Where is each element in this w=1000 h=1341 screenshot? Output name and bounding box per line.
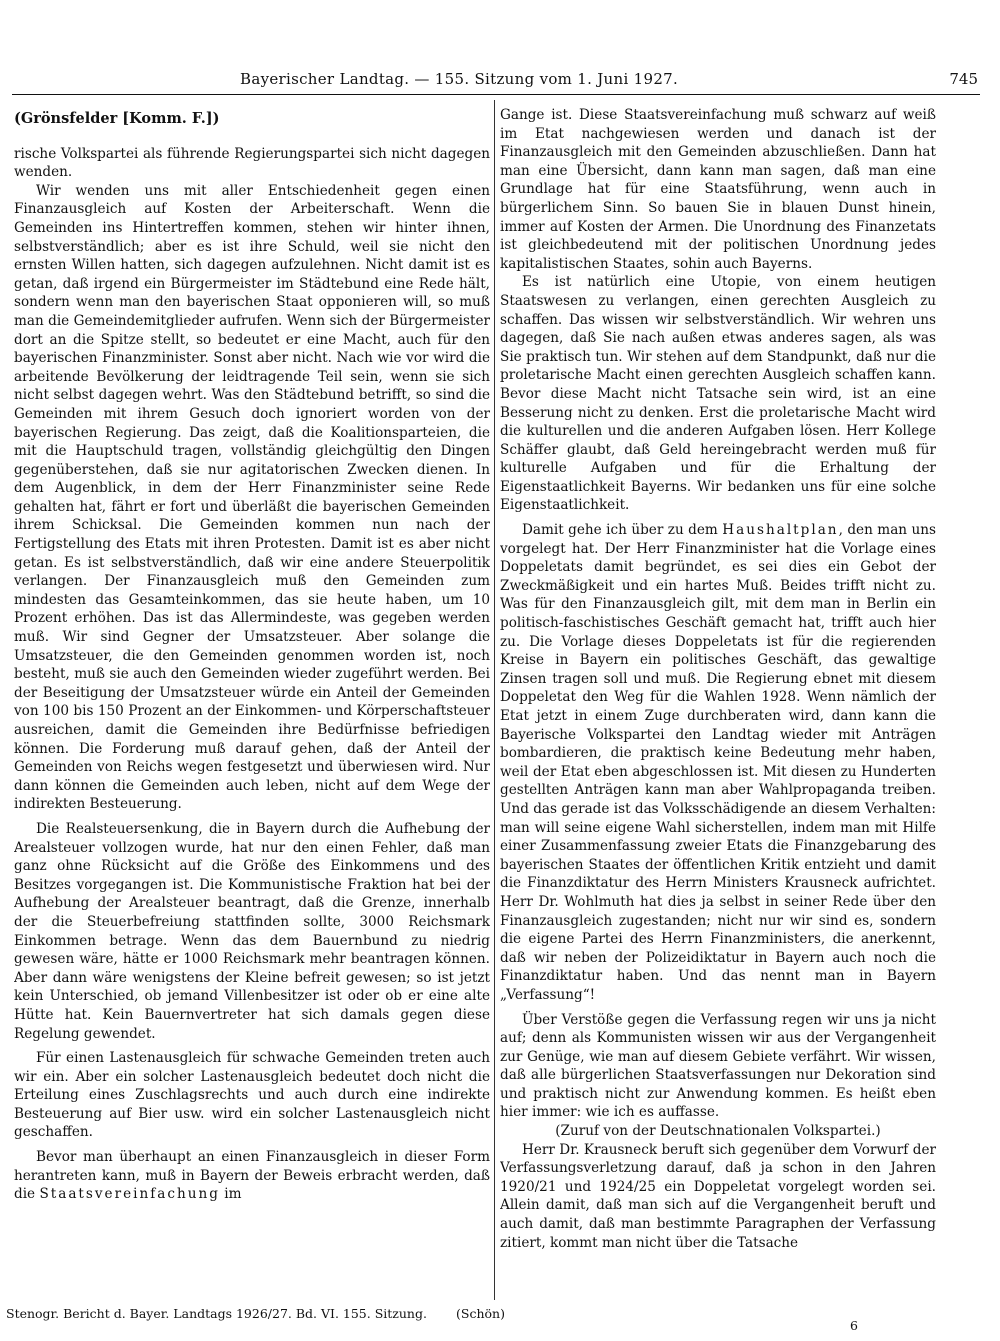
author-mark: (Schön) — [456, 1306, 505, 1321]
speaker-name: (Grönsfelder [Komm. F.]) — [14, 110, 220, 127]
paragraph: Wir wenden uns mit aller Entschiedenheit gegen einen Finanzausgleich auf Kosten der Arbeiterschaft. Wenn die Gemeinden ins Hintertreffen kommen, stehen wir hinter ihnen, selbstverständlich; aber es ist ihre Schuld, weil sie nicht den ernsten Willen hatten, sich dagegen aufzulehnen. Nicht damit ist es getan, daß irgend ein Bürgermeister im Städtebund eine Rede hält, sondern wenn man den bayerischen Staat opponieren will, so muß man die Gemeindemitglieder aufrufen. Wenn sich der Bürgermeister dort an die Spitze stellt, so bedeutet er eine Macht, auch für den bayerischen Finanzminister. Sonst aber nicht. Nach wie vor wird die arbeitende Bevölkerung der leidtragende Teil sein, wenn sie sich nicht selbst dagegen wehrt. Was den Städtebund betrifft, so sind die Gemeinden mit ihrem Gesuch doch ignoriert worden von der bayerischen Regierung. Das zeigt, daß die Koalitionsparteien, die mit die Hauptschuld tragen, vollständig gleichgültig den Dingen gegenüberstehen, daß sie nur agitatorischen Zwecken dienen. In dem Augenblick, in dem der Herr Finanzminister seine Rede gehalten hat, fährt er fort und überläßt die bayerischen Gemeinden ihrem Schicksal. Die Gemeinden kommen nun nach der Fertigstellung des Etats mit ihren Protesten. Damit ist es aber nicht getan. Es ist selbstverständlich, daß wir eine andere Steuerpolitik verlangen. Der Finanzausgleich muß den Gemeinden zum mindesten das Gesamteinkommen, das sie heute haben, um 10 Prozent erhöhen. Das ist das Allermindeste, was gegeben werden muß. Wir sind Gegner der Umsatzsteuer. Aber solange die Umsatzsteuer, die den Gemeinden genommen worden ist, noch besteht, muß sie auch den Gemeinden wieder zugeführt werden. Bei der Beseitigung der Umsatzsteuer würde ein Anteil der Gemeinden von 100 bis 150 Prozent an der Einkommen- und Körperschaftsteuer ausreichen, damit die Gemeinden ihre Bedürfnisse befriedigen können. Die Forderung muß darauf gehen, daß der Anteil der Gemeinden von Reichs wegen festgesetzt und überwiesen wird. Nur dann können die Gemeinden auch leben, nicht auf dem Wege der indirekten Besteuerung. — [14, 182, 490, 813]
text-run: Damit gehe ich über zu dem — [522, 522, 718, 539]
text-run: im — [224, 1186, 242, 1203]
header-rule — [12, 94, 980, 95]
column-divider — [494, 100, 495, 1300]
paragraph: Es ist natürlich eine Utopie, von einem heutigen Staatswesen zu verlangen, einen gerechten Ausgleich zu schaffen. Das wissen wir selbstverständlich. Wir wehren uns dagegen, daß Sie nach außen etwas anderes sagen, als was Sie praktisch tun. Wir stehen auf dem Standpunkt, daß nur die proletarische Macht einen gerechten Ausgleich schaffen kann. Bevor diese Macht nicht Tatsache sein wird, ist an eine Besserung nicht zu denken. Erst die proletarische Macht wird die kulturellen und die anderen Aufgaben lösen. Herr Kollege Schäffer glaubt, daß Geld hereingebracht werden muß für kulturelle Aufgaben und für die Erhaltung der Eigenstaatlichkeit Bayerns. Wir bedanken uns für eine solche Eigenstaatlichkeit. — [500, 274, 936, 514]
signature-mark: 6 — [850, 1318, 858, 1333]
paragraph: Gange ist. Diese Staatsvereinfachung muß schwarz auf weiß im Etat nachgewiesen werden und danach ist der Finanzausgleich mit den Gemeinden abzuschließen. Dann hat man eine Übersicht, dann kann man sagen, daß man eine Grundlage hat für eine Staatsführung, wenn auch in bürgerlichem Sinn. So bauen Sie in blauen Dunst hinein, immer auf Kosten der Armen. Die Unordnung des Finanzetats ist gleichbedeutend mit der politischen Unordnung jedes kapitalistischen Staates, sohin auch Bayerns. — [500, 107, 936, 272]
page-footer — [6, 1306, 986, 1333]
page-header — [0, 70, 1000, 96]
text-run: Bevor man überhaupt an einen Finanzausgleich in dieser Form herantreten kann, muß in Bayern der Beweis erbracht werden, daß die — [14, 1149, 490, 1203]
paragraph — [500, 521, 936, 1004]
spaced-term: Staatsvereinfachung — [39, 1186, 220, 1203]
right-column — [500, 106, 936, 1291]
interjection: (Zuruf von der Deutschnationalen Volkspartei.) — [555, 1123, 881, 1140]
left-column — [14, 106, 490, 1291]
text-run: , den man uns vorgelegt hat. Der Herr Finanzminister hat die Vorlage eines Doppeletats damit begründet, es sei dies ein Gebot der Zweckmäßigkeit und ein hartes Muß. Beides trifft nicht zu. Was für den Finanzausgleich gilt, mit dem man in Berlin ein politisch-faschistisches Geschäft gemacht hat, trifft auch hier zu. Die Vorlage dieses Doppeletats ist für die regierenden Kreise in Bayern ein politisches Geschäft, das gewaltige Zinsen tragen soll und muß. Die Regierung ebnet mit diesem Doppeletat den Weg für die Wahlen 1928. Wenn nämlich der Etat jetzt in einem Zuge durchberaten wird, dann kann die Bayerische Volkspartei den Landtag wieder mit Anträgen bombardieren, die praktisch keine Bedeutung mehr haben, weil der Etat eben abgeschlossen ist. Mit diesen zu Hunderten gestellten Anträgen kann man aber Wahlpropaganda treiben. Und das gerade ist das Volksschädigende an diesem Verhalten: man will seine eigene Wahl sicherstellen, indem man mit Hilfe einer Zusammenfassung zweier Etats die Finanzgebarung des bayerischen Staates der öffentlichen Kritik entzieht und damit die Finanzdiktatur des Herrn Ministers Krausneck aufrichtet. Herr Dr. Wohlmuth hat dies ja selbst in seiner Rede über den Finanzausgleich zugestanden; nicht nur wir sind es, sondern die eigene Partei des Herrn Finanzministers, die anerkennt, daß wir neben der Polizeidiktatur in Bayern auch noch die Finanzdiktatur haben. Und das nennt man in Bayern „Verfassung“! — [500, 522, 936, 1003]
running-title: Bayerischer Landtag. — 155. Sitzung vom 1. Juni 1927. — [240, 70, 679, 88]
paragraph: Die Realsteuersenkung, die in Bayern durch die Aufhebung der Arealsteuer vollzogen wurde, hat nur den einen Fehler, daß man ganz ohne Rücksicht auf die Größe des Einkommens und des Besitzes vorgegangen ist. Die Kommunistische Fraktion hat bei der Aufhebung der Arealsteuer beantragt, daß die Grenze, innerhalb der die Steuerbefreiung stattfinden sollte, 3000 Reichsmark Einkommen betrage. Wenn das dem Bauernbund zu niedrig gewesen wäre, hätte er 1000 Reichsmark mehr beantragen können. Aber dann wäre wenigstens der Kleine befreit gewesen; so ist jetzt kein Unterschied, ob jemand Villenbesitzer ist oder ob er eine alte Hütte hat. Kein Bauernvertreter hat sich damals gegen diese Regelung gewendet. — [14, 820, 490, 1042]
paragraph — [14, 1148, 490, 1204]
paragraph: Über Verstöße gegen die Verfassung regen wir uns ja nicht auf; denn als Kommunisten wissen wir aus der Vergangenheit zur Genüge, wie man auf diesem Gebiete verfährt. Wir wissen, daß alle bürgerlichen Staatsverfassungen nur Dekoration sind und praktisch nicht zur Anwendung kommen. Es heißt eben hier immer: wie ich es auffasse. — [500, 1011, 936, 1121]
paragraph: Für einen Lastenausgleich für schwache Gemeinden treten auch wir ein. Aber ein solcher Lastenausgleich bedeutet doch nicht die Erteilung eines Zuschlagsrechts und auch durch eine indirekte Besteuerung auf Bier usw. wird ein solcher Lastenausgleich nicht geschaffen. — [14, 1050, 490, 1141]
page-number: 745 — [949, 70, 978, 88]
paragraph: rische Volkspartei als führende Regierungspartei sich nicht dagegen wenden. — [14, 145, 490, 181]
spaced-term: Haushaltplan — [722, 522, 839, 539]
report-reference: Stenogr. Bericht d. Bayer. Landtags 1926/27. Bd. VI. 155. Sitzung. — [6, 1306, 427, 1321]
paragraph: Herr Dr. Krausneck beruft sich gegenüber dem Vorwurf der Verfassungsverletzung darauf, daß ja schon in den Jahren 1920/21 und 1924/25 ein Doppeletat vorgelegt worden sei. Allein damit, daß man sich auf die Vergangenheit beruft und auch damit, daß man bestimmte Paragraphen der Verfassung zitiert, kommt man nicht über die Tatsache — [500, 1141, 936, 1251]
